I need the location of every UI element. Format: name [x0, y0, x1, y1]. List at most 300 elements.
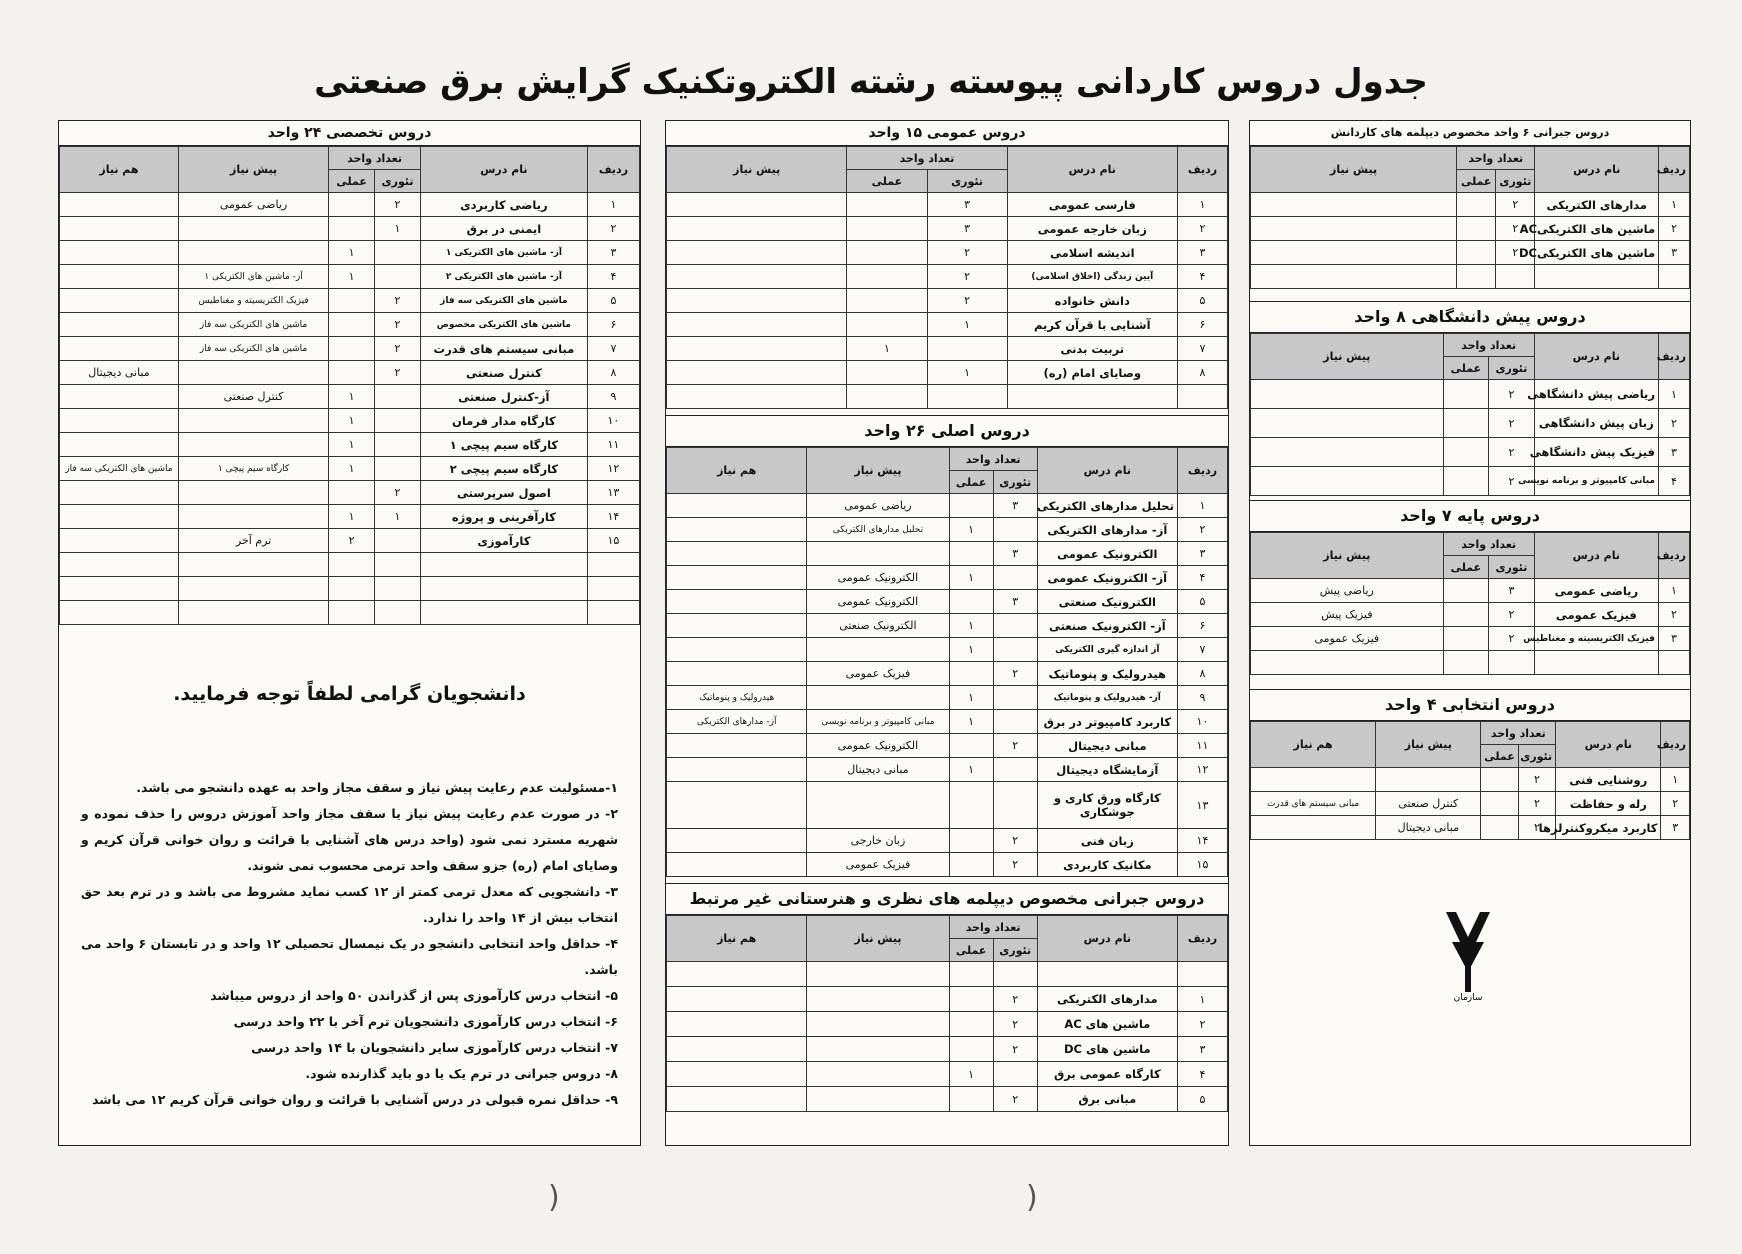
table-row	[667, 829, 1228, 853]
prereq-cell	[1251, 651, 1444, 675]
row-cell: ۱۱	[587, 433, 639, 457]
theory-cell	[993, 518, 1037, 542]
basic-title: دروس پایه ۷ واحد	[1250, 500, 1690, 532]
table-row	[1251, 217, 1690, 241]
name-cell: فیزیک عمومی	[1534, 603, 1658, 627]
table-row	[667, 853, 1228, 877]
coreq-cell	[667, 1087, 807, 1112]
name-cell: مبانی سیستم های قدرت	[420, 337, 587, 361]
name-header: نام درس	[1534, 334, 1658, 380]
units-header: تعداد واحد	[1457, 147, 1535, 170]
theory-cell	[375, 601, 421, 625]
table-row	[667, 265, 1228, 289]
prereq-header: پیش نیاز	[1376, 722, 1481, 768]
table-row	[1251, 241, 1690, 265]
practical-cell: ۱	[949, 614, 993, 638]
table-row	[667, 542, 1228, 566]
coreq-header: هم نیاز	[667, 448, 807, 494]
row-cell	[1177, 962, 1227, 987]
theory-cell: ۳	[993, 542, 1037, 566]
practical-header: عملی	[1443, 357, 1489, 380]
practical-cell	[847, 289, 927, 313]
name-cell: وصایای امام (ره)	[1007, 361, 1177, 385]
table-row	[60, 481, 640, 505]
prereq-cell	[807, 686, 949, 710]
name-cell: کارآفرینی و پروژه	[420, 505, 587, 529]
table-row	[60, 265, 640, 289]
practical-cell	[847, 313, 927, 337]
theory-cell: ۲	[1489, 380, 1535, 409]
name-cell: تربیت بدنی	[1007, 337, 1177, 361]
practical-cell	[949, 962, 993, 987]
pre-university-title: دروس پیش دانشگاهی ۸ واحد	[1250, 301, 1690, 333]
practical-cell	[1443, 380, 1489, 409]
table-row	[667, 385, 1228, 409]
name-cell: آزمایشگاه دیجیتال	[1037, 758, 1177, 782]
prereq-cell	[667, 289, 847, 313]
table-row	[667, 1037, 1228, 1062]
theory-cell: ۲	[1518, 792, 1555, 816]
practical-cell	[1443, 627, 1489, 651]
practical-cell	[949, 1087, 993, 1112]
practical-cell: ۱	[949, 518, 993, 542]
theory-cell: ۲	[1489, 627, 1535, 651]
prereq-cell: الکترونیک عمومی	[807, 590, 949, 614]
theory-cell: ۲	[993, 1087, 1037, 1112]
row-cell: ۳	[1658, 627, 1689, 651]
table-row	[1251, 792, 1690, 816]
practical-cell: ۱	[949, 758, 993, 782]
practical-cell	[949, 494, 993, 518]
name-cell	[1037, 962, 1177, 987]
theory-cell	[375, 529, 421, 553]
name-cell	[1007, 385, 1177, 409]
practical-cell	[329, 601, 375, 625]
compensatory-diploma-table	[1250, 146, 1690, 289]
practical-cell	[949, 542, 993, 566]
row-cell: ۲	[1177, 1012, 1227, 1037]
practical-cell	[949, 662, 993, 686]
theory-cell: ۲	[1496, 241, 1535, 265]
theory-cell: ۲	[927, 241, 1007, 265]
table-row	[667, 518, 1228, 542]
name-cell: دانش خانواده	[1007, 289, 1177, 313]
prereq-cell	[1376, 768, 1481, 792]
theory-header: تئوری	[1489, 357, 1535, 380]
name-cell: آز اندازه گیری الکتریکی	[1037, 638, 1177, 662]
practical-cell	[329, 217, 375, 241]
prereq-cell: ریاضی پیش	[1251, 579, 1444, 603]
specialized-title: دروس تخصصی ۲۴ واحد	[59, 121, 640, 146]
prereq-cell	[1251, 409, 1444, 438]
row-cell: ۲	[1658, 603, 1689, 627]
table-row	[1251, 265, 1690, 289]
practical-cell	[847, 265, 927, 289]
row-cell: ۱	[587, 193, 639, 217]
theory-cell: ۱	[927, 313, 1007, 337]
table-row	[667, 193, 1228, 217]
practical-cell: ۱	[949, 686, 993, 710]
name-cell: تحلیل مدارهای الکتریکی	[1037, 494, 1177, 518]
row-cell: ۷	[587, 337, 639, 361]
core-table	[666, 447, 1228, 877]
coreq-cell	[60, 529, 179, 553]
table-row	[1251, 627, 1690, 651]
row-cell: ۸	[1177, 662, 1227, 686]
theory-cell: ۳	[927, 193, 1007, 217]
practical-cell: ۱	[949, 566, 993, 590]
row-cell: ۳	[1659, 241, 1690, 265]
practical-cell: ۱	[949, 638, 993, 662]
row-cell: ۶	[1177, 313, 1227, 337]
pre-university-table	[1250, 333, 1690, 496]
coreq-cell	[60, 505, 179, 529]
name-header: نام درس	[1007, 147, 1177, 193]
row-cell: ۱۳	[587, 481, 639, 505]
prereq-cell: زبان خارجی	[807, 829, 949, 853]
table-row	[60, 241, 640, 265]
row-cell	[587, 601, 639, 625]
prereq-header: پیش نیاز	[1251, 533, 1444, 579]
coreq-cell	[667, 829, 807, 853]
practical-header: عملی	[329, 170, 375, 193]
name-cell: مبانی دیجیتال	[1037, 734, 1177, 758]
prereq-header: پیش نیاز	[178, 147, 328, 193]
table-row	[667, 710, 1228, 734]
prereq-cell	[178, 409, 328, 433]
prereq-cell	[178, 577, 328, 601]
table-row	[667, 987, 1228, 1012]
table-row	[1251, 467, 1690, 496]
page-title: جدول دروس کاردانی پیوسته رشته الکتروتکنیک گرایش برق صنعتی	[314, 62, 1428, 102]
practical-header: عملی	[847, 170, 927, 193]
elective-table	[1250, 721, 1690, 840]
prereq-cell	[178, 601, 328, 625]
practical-header: عملی	[1443, 556, 1489, 579]
row-cell: ۵	[1177, 289, 1227, 313]
notice-item: ۳- دانشجویی که معدل ترمی کمتر از ۱۲ کسب نماید مشروط می باشد و در ترم بعد حق انتخاب بیش از ۱۴ واحد را ندارد.	[81, 884, 618, 925]
table-row	[1251, 380, 1690, 409]
theory-cell	[993, 710, 1037, 734]
name-cell: فیزیک پیش دانشگاهی	[1534, 438, 1658, 467]
prereq-cell	[807, 782, 949, 829]
units-header: تعداد واحد	[1443, 334, 1534, 357]
core-title: دروس اصلی ۲۶ واحد	[666, 415, 1228, 447]
coreq-cell	[667, 962, 807, 987]
middle-column	[665, 120, 1229, 1146]
table-row	[60, 409, 640, 433]
theory-cell: ۲	[375, 481, 421, 505]
name-cell: ماشین های AC	[1037, 1012, 1177, 1037]
name-cell: آز- الکترونیک عمومی	[1037, 566, 1177, 590]
name-cell	[420, 601, 587, 625]
prereq-cell	[667, 193, 847, 217]
table-row	[60, 193, 640, 217]
coreq-cell: مبانی سیستم های قدرت	[1251, 792, 1376, 816]
theory-cell	[375, 553, 421, 577]
coreq-cell	[1251, 768, 1376, 792]
prereq-header: پیش نیاز	[667, 147, 847, 193]
prereq-cell	[1251, 438, 1444, 467]
theory-header: تئوری	[993, 939, 1037, 962]
theory-cell: ۳	[927, 217, 1007, 241]
practical-cell	[329, 361, 375, 385]
punch-hole-mark: (	[1026, 1180, 1038, 1215]
practical-cell	[1481, 768, 1518, 792]
row-header: ردیف	[1177, 916, 1227, 962]
name-cell	[1535, 265, 1659, 289]
name-header: نام درس	[1534, 533, 1658, 579]
theory-cell: ۲	[993, 987, 1037, 1012]
theory-header: تئوری	[375, 170, 421, 193]
theory-cell	[993, 782, 1037, 829]
name-cell: آیین زندگی (اخلاق اسلامی)	[1007, 265, 1177, 289]
name-cell: کارگاه عمومی برق	[1037, 1062, 1177, 1087]
coreq-cell	[667, 638, 807, 662]
coreq-cell	[60, 217, 179, 241]
row-cell: ۸	[587, 361, 639, 385]
notice-item: ۷- انتخاب درس کارآموزی سایر دانشجویان با ۱۴ واحد درسی	[251, 1040, 618, 1055]
theory-cell	[927, 385, 1007, 409]
name-cell: ماشین های الکتریکی مخصوص	[420, 313, 587, 337]
row-cell: ۷	[1177, 638, 1227, 662]
row-cell: ۴	[587, 265, 639, 289]
coreq-cell	[60, 481, 179, 505]
table-row	[60, 313, 640, 337]
name-header: نام درس	[420, 147, 587, 193]
prereq-cell	[667, 313, 847, 337]
name-cell: آز- مدارهای الکتریکی	[1037, 518, 1177, 542]
row-cell	[1659, 265, 1690, 289]
elective-title: دروس انتخابی ۴ واحد	[1250, 689, 1690, 721]
prereq-cell: ترم آخر	[178, 529, 328, 553]
theory-cell: ۲	[1489, 467, 1535, 496]
practical-cell	[949, 853, 993, 877]
notice-box	[59, 683, 640, 1113]
coreq-cell	[667, 853, 807, 877]
name-cell: رله و حفاظت	[1556, 792, 1661, 816]
practical-cell	[847, 385, 927, 409]
table-row	[60, 505, 640, 529]
row-header: ردیف	[1658, 533, 1689, 579]
row-cell: ۱۰	[587, 409, 639, 433]
coreq-cell	[667, 614, 807, 638]
practical-cell: ۱	[329, 409, 375, 433]
theory-cell: ۲	[927, 265, 1007, 289]
coreq-cell	[1251, 816, 1376, 840]
name-cell: روشنایی فنی	[1556, 768, 1661, 792]
coreq-cell: آز- مدارهای الکتریکی	[667, 710, 807, 734]
theory-cell: ۲	[993, 662, 1037, 686]
table-row	[1251, 603, 1690, 627]
name-cell: ریاضی پیش دانشگاهی	[1534, 380, 1658, 409]
prereq-cell	[807, 1062, 949, 1087]
table-row	[1251, 816, 1690, 840]
row-cell: ۳	[1177, 542, 1227, 566]
name-header: نام درس	[1535, 147, 1659, 193]
row-cell: ۲	[1661, 792, 1690, 816]
practical-cell	[949, 1012, 993, 1037]
coreq-cell	[667, 782, 807, 829]
name-cell: ماشین های DC	[1037, 1037, 1177, 1062]
prereq-cell	[667, 217, 847, 241]
row-cell: ۱	[1177, 193, 1227, 217]
table-row	[1251, 438, 1690, 467]
row-cell: ۳	[1177, 241, 1227, 265]
name-cell: مکانیک کاربردی	[1037, 853, 1177, 877]
name-cell: آز-کنترل صنعتی	[420, 385, 587, 409]
row-cell: ۳	[587, 241, 639, 265]
table-row	[60, 217, 640, 241]
name-cell	[1534, 651, 1658, 675]
name-cell: کاربرد کامپیوتر در برق	[1037, 710, 1177, 734]
row-cell: ۴	[1177, 265, 1227, 289]
name-cell: آز- ماشین های الکتریکی ۲	[420, 265, 587, 289]
practical-cell	[1443, 467, 1489, 496]
name-cell: اندیشه اسلامی	[1007, 241, 1177, 265]
theory-cell	[375, 409, 421, 433]
row-cell: ۴	[1177, 566, 1227, 590]
name-cell: ریاضی عمومی	[1534, 579, 1658, 603]
notice-item: ۹- حداقل نمره قبولی در درس آشنایی با قرائت و روان خوانی قرآن کریم ۱۲ می باشد	[92, 1092, 618, 1107]
prereq-header: پیش نیاز	[807, 916, 949, 962]
table-row	[667, 962, 1228, 987]
name-cell: زبان خارجه عمومی	[1007, 217, 1177, 241]
practical-cell	[1443, 438, 1489, 467]
name-cell: فارسی عمومی	[1007, 193, 1177, 217]
table-row	[1251, 193, 1690, 217]
theory-cell	[993, 566, 1037, 590]
prereq-cell	[1251, 193, 1457, 217]
theory-cell	[993, 686, 1037, 710]
table-row	[667, 758, 1228, 782]
table-row	[667, 734, 1228, 758]
university-logo-icon	[1438, 902, 1498, 1002]
table-row	[667, 590, 1228, 614]
name-cell: ایمنی در برق	[420, 217, 587, 241]
prereq-cell: کنترل صنعتی	[178, 385, 328, 409]
coreq-header: هم نیاز	[667, 916, 807, 962]
table-row	[667, 662, 1228, 686]
prereq-cell	[178, 505, 328, 529]
practical-cell	[949, 987, 993, 1012]
practical-cell	[1457, 217, 1496, 241]
prereq-cell	[807, 987, 949, 1012]
theory-cell	[375, 577, 421, 601]
theory-cell: ۳	[993, 590, 1037, 614]
row-cell: ۶	[587, 313, 639, 337]
units-header: تعداد واحد	[949, 448, 1037, 471]
table-row	[60, 433, 640, 457]
practical-cell	[847, 361, 927, 385]
theory-cell	[375, 241, 421, 265]
prereq-cell	[1251, 380, 1444, 409]
theory-header: تئوری	[1489, 556, 1535, 579]
theory-cell: ۲	[1489, 409, 1535, 438]
row-cell: ۶	[1177, 614, 1227, 638]
prereq-cell	[807, 638, 949, 662]
name-cell: مبانی کامپیوتر و برنامه نویسی	[1534, 467, 1658, 496]
name-cell: ماشین های الکتریکی سه فاز	[420, 289, 587, 313]
practical-header: عملی	[949, 939, 993, 962]
row-cell: ۲	[1658, 409, 1689, 438]
name-cell	[420, 577, 587, 601]
row-cell: ۹	[587, 385, 639, 409]
row-cell: ۱۵	[1177, 853, 1227, 877]
practical-cell	[1457, 265, 1496, 289]
table-row	[667, 614, 1228, 638]
row-cell: ۱	[1177, 987, 1227, 1012]
practical-cell	[1443, 651, 1489, 675]
prereq-cell	[667, 265, 847, 289]
coreq-cell	[60, 433, 179, 457]
prereq-cell	[1251, 241, 1457, 265]
theory-cell: ۳	[993, 494, 1037, 518]
name-cell: کاربرد میکروکنترلرها	[1556, 816, 1661, 840]
prereq-cell: آز- ماشین های الکتریکی ۱	[178, 265, 328, 289]
coreq-cell	[667, 542, 807, 566]
name-cell: کارآموزی	[420, 529, 587, 553]
row-cell: ۱۲	[1177, 758, 1227, 782]
name-cell: ماشین های الکتریکیDC	[1535, 241, 1659, 265]
prereq-cell: مبانی کامپیوتر و برنامه نویسی	[807, 710, 949, 734]
practical-cell	[1481, 792, 1518, 816]
prereq-header: پیش نیاز	[807, 448, 949, 494]
table-row	[667, 1012, 1228, 1037]
practical-cell: ۱	[329, 505, 375, 529]
coreq-cell	[667, 758, 807, 782]
row-cell	[1177, 385, 1227, 409]
coreq-cell: ماشین های الکتریکی سه فاز	[60, 457, 179, 481]
prereq-cell	[178, 553, 328, 577]
coreq-cell	[60, 337, 179, 361]
name-cell: هیدرولیک و پنوماتیک	[1037, 662, 1177, 686]
practical-cell: ۱	[329, 265, 375, 289]
notice-title: دانشجویان گرامی لطفاً توجه فرمایید.	[173, 683, 526, 705]
prereq-cell: کنترل صنعتی	[1376, 792, 1481, 816]
row-header: ردیف	[1661, 722, 1690, 768]
row-cell: ۳	[1658, 438, 1689, 467]
theory-cell: ۲	[993, 829, 1037, 853]
table-row	[60, 361, 640, 385]
name-cell: کنترل صنعتی	[420, 361, 587, 385]
table-row	[667, 782, 1228, 829]
name-cell	[420, 553, 587, 577]
table-row	[60, 601, 640, 625]
punch-hole-mark: (	[548, 1180, 560, 1215]
row-cell	[1658, 651, 1689, 675]
theory-cell	[993, 614, 1037, 638]
prereq-header: پیش نیاز	[1251, 334, 1444, 380]
name-cell: مبانی برق	[1037, 1087, 1177, 1112]
practical-cell	[949, 1037, 993, 1062]
name-cell: آز- الکترونیک صنعتی	[1037, 614, 1177, 638]
coreq-cell	[667, 987, 807, 1012]
practical-cell	[949, 782, 993, 829]
row-cell	[587, 577, 639, 601]
prereq-cell: ماشین های الکتریکی سه فاز	[178, 313, 328, 337]
table-row	[1251, 768, 1690, 792]
prereq-cell	[178, 217, 328, 241]
notice-list	[81, 775, 618, 1113]
name-header: نام درس	[1556, 722, 1661, 768]
practical-cell	[329, 289, 375, 313]
theory-cell	[375, 457, 421, 481]
row-cell: ۳	[1661, 816, 1690, 840]
theory-cell: ۲	[1518, 768, 1555, 792]
name-cell: زبان پیش دانشگاهی	[1534, 409, 1658, 438]
row-header: ردیف	[1659, 147, 1690, 193]
